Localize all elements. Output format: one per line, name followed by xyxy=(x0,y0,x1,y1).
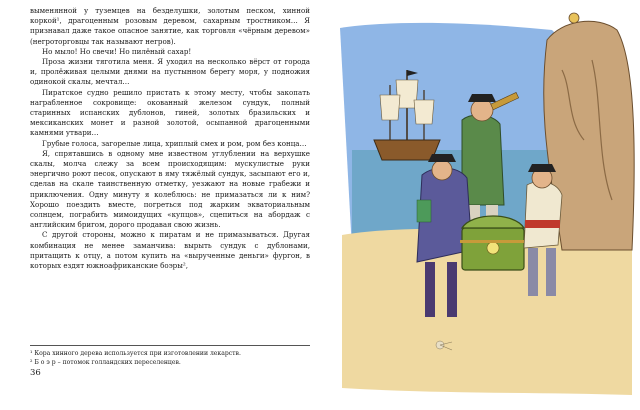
text-block xyxy=(30,6,310,271)
paragraph: Проза жизни тяготила меня. Я уходил на несколько вёрст от города и, пролёживая целыми днями на пустынном берегу моря, у подножия одинокой скалы, мечтал… xyxy=(30,57,310,87)
pirates-illustration xyxy=(322,0,640,410)
paragraph: Грубые голоса, загорелые лица, хриплый смех и ром, ром без конца… xyxy=(42,138,307,148)
paragraph: Но мыло! Но свечи! Но пилёный сахар! xyxy=(42,46,192,56)
footnote: ¹ Кора хинного дерева используется при изготовлении лекарств. xyxy=(30,350,241,357)
right-page xyxy=(322,0,640,410)
page-number: 36 xyxy=(30,368,41,378)
footnotes xyxy=(30,345,310,367)
paragraph: С другой стороны, можно к пиратам и не примазываться. Другая комбинация не менее заманчива: вырыть сундук с дублонами, притащить к отцу, а потом купить на «вырученные деньги» фургон, в которых ездят южноафриканские боэры², xyxy=(30,230,310,271)
paragraph: Я, спрятавшись в одному мне известном углублении на верхушке скалы, молча слежу за всем происходящим: мускулистые руки энергично роют песок, опускают в яму тяжёлый сундук, засыпают его и, сделав на скале таинственную отметку, уезжают на новые грабежи и приключения. Одну минуту я колеблюсь: не примазаться ли к ним? Хорошо поездить вместе, погреться под жарким экваториальным солнцем, пограбить мимоидущих «купцов», сцепиться на абордаж с английским бригом, дорого продавая свою жизнь. xyxy=(30,148,310,230)
paragraph: Пиратское судно решило пристать к этому месту, чтобы закопать награбленное сокровище: окованный железом сундук, полный старинных испанских дублонов, гиней, золотых бразильских и мексиканских монет и разной золотой, осыпанной драгоценными камнями утвари… xyxy=(30,87,310,138)
treasure-chest xyxy=(460,216,526,270)
hidden-boy xyxy=(569,13,579,23)
paragraph: выменянной у туземцев на безделушки, золотым песком, хинной коркой¹, драгоценным розовым деревом, сахарным тростником… Я признавал даже такое опасное занятие, как торговля «чёрным деревом» (негроторговцы так называют негров). xyxy=(30,6,310,46)
footnote: ² Б о э р – потомок голландских переселенцев. xyxy=(30,359,181,367)
